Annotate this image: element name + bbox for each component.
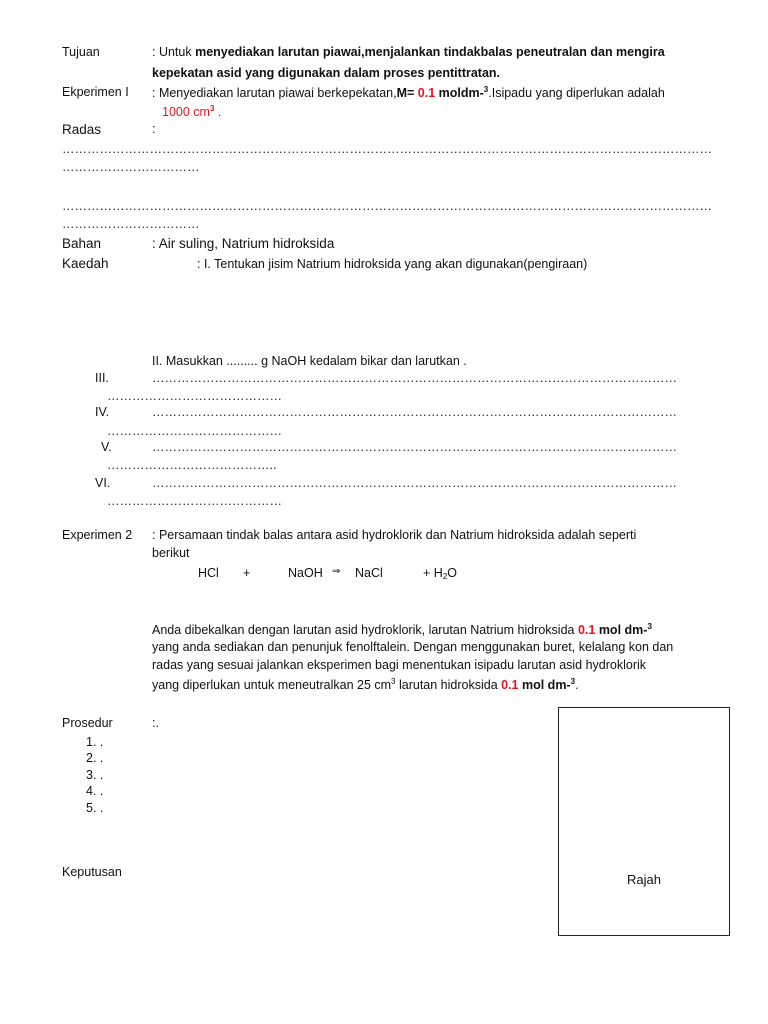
kaedah-label: Kaedah xyxy=(62,256,109,271)
eksperimen2-label: Experimen 2 xyxy=(62,528,133,542)
molarity-unit: moldm- xyxy=(435,86,484,100)
kaedah-step-1: : I. Tentukan jisim Natrium hidroksida yang akan digunakan(pengiraan) xyxy=(197,257,588,271)
molarity-m: M= xyxy=(396,86,418,100)
prosedur-item-2: 2. . xyxy=(86,751,104,765)
radas-dotted-line-1b: …………………………… xyxy=(62,160,200,174)
paragraph-end-4: . xyxy=(575,678,579,692)
molarity-exp: 3 xyxy=(483,85,489,94)
kaedah-step-5-num: V. xyxy=(101,440,112,454)
kaedah-step-3-num: III. xyxy=(95,371,109,385)
kaedah-step-4-dots2: …………………………………… xyxy=(107,424,282,438)
kaedah-step-2: II. Masukkan ......... g NaOH kedalam bikar dan larutkan . xyxy=(152,354,467,368)
kaedah-step-4-num: IV. xyxy=(95,405,110,419)
volume-text xyxy=(162,104,221,119)
paragraph-text-1: Anda dibekalkan dengan larutan asid hydroklorik, larutan Natrium hidroksida xyxy=(152,623,578,637)
kaedah-step-6-dots: ……………………………………………………………………………………………………………… xyxy=(152,476,677,490)
paragraph-line-3: radas yang sesuai jalankan eksperimen bagi menentukan isipadu larutan asid hydroklorik xyxy=(152,658,647,672)
tujuan-text-line1 xyxy=(152,45,665,59)
paragraph-line-4 xyxy=(152,677,579,692)
equation-nacl: NaCl xyxy=(355,566,383,580)
radas-dotted-line-2: ………………………………………………………………………………………………………………………………………… xyxy=(62,199,712,213)
tujuan-bold-1: menyediakan larutan piawai,menjalankan tindakbalas peneutralan dan mengira xyxy=(195,45,665,59)
kaedah-step-6-dots2: …………………………………… xyxy=(107,494,282,508)
kaedah-step-5-dots: ……………………………………………………………………………………………………………… xyxy=(152,440,677,454)
equation-sub: 2 xyxy=(442,572,448,581)
eksperimen2-text1: : Persamaan tindak balas antara asid hydroklorik dan Natrium hidroksida adalah seperti xyxy=(152,528,637,542)
eksperimen1-label: Ekperimen I xyxy=(62,85,129,99)
paragraph-unit-4: mol dm- xyxy=(518,678,571,692)
equation-hcl: HCl xyxy=(198,566,219,580)
paragraph-exp-4b: 3 xyxy=(570,677,576,686)
molarity-value: 0.1 xyxy=(417,86,436,100)
tujuan-bold-2: kepekatan asid yang digunakan dalam proses pentittratan. xyxy=(152,66,501,80)
paragraph-value-4: 0.1 xyxy=(501,678,519,692)
kaedah-step-3-dots2: …………………………………… xyxy=(107,389,282,403)
prosedur-label: Prosedur xyxy=(62,716,113,730)
paragraph-exp-4a: 3 xyxy=(391,677,396,686)
prosedur-item-1: 1. . xyxy=(86,735,104,749)
radas-dotted-line-1: ………………………………………………………………………………………………………………………………………… xyxy=(62,142,712,156)
paragraph-unit-1: mol dm- xyxy=(595,623,648,637)
radas-label: Radas xyxy=(62,122,102,137)
equation-plus-1: + xyxy=(243,566,251,580)
prosedur-colon: :. xyxy=(152,716,159,730)
paragraph-exp-1: 3 xyxy=(647,622,652,631)
equation-o: O xyxy=(447,566,457,580)
eksperimen1-text1: : Menyediakan larutan piawai berkepekatan, xyxy=(152,86,397,100)
volume-end: . xyxy=(214,105,222,119)
paragraph-line-1 xyxy=(152,622,652,637)
tujuan-colon: : Untuk xyxy=(152,45,196,59)
tujuan-label: Tujuan xyxy=(62,45,100,59)
equation-arrow-icon: ⇒ xyxy=(332,566,341,577)
bahan-text: : Air suling, Natrium hidroksida xyxy=(152,236,335,251)
prosedur-item-3: 3. . xyxy=(86,768,104,782)
paragraph-value-1: 0.1 xyxy=(577,623,596,637)
equation-plus-2: + H xyxy=(423,566,443,580)
kaedah-step-4-dots: ……………………………………………………………………………………………………………… xyxy=(152,405,677,419)
eksperimen2-text2: berikut xyxy=(152,546,190,560)
prosedur-item-5: 5. . xyxy=(86,801,104,815)
prosedur-item-4: 4. . xyxy=(86,784,104,798)
equation-water xyxy=(423,566,457,581)
volume-exp: 3 xyxy=(209,104,215,113)
volume-value: 1000 cm xyxy=(162,105,210,119)
kaedah-step-3-dots: ……………………………………………………………………………………………………………… xyxy=(152,371,677,385)
paragraph-text-4b: larutan hidroksida xyxy=(395,678,502,692)
kaedah-step-5-dots2: ………………………………….. xyxy=(107,458,277,472)
paragraph-text-4a: yang diperlukan untuk meneutralkan 25 cm xyxy=(152,678,392,692)
keputusan-label: Keputusan xyxy=(62,865,122,879)
radas-dotted-line-2b: …………………………… xyxy=(62,217,200,231)
kaedah-step-6-num: VI. xyxy=(95,476,111,490)
radas-colon: : xyxy=(152,122,156,136)
paragraph-line-2: yang anda sediakan dan penunjuk fenolftalein. Dengan menggunakan buret, kelalang kon dan xyxy=(152,640,674,654)
rajah-box xyxy=(558,707,730,936)
eksperimen1-text2: .Isipadu yang diperlukan adalah xyxy=(488,86,665,100)
equation-naoh: NaOH xyxy=(288,566,323,580)
eksperimen1-line1 xyxy=(152,85,665,100)
bahan-label: Bahan xyxy=(62,236,102,251)
rajah-label: Rajah xyxy=(627,872,661,887)
